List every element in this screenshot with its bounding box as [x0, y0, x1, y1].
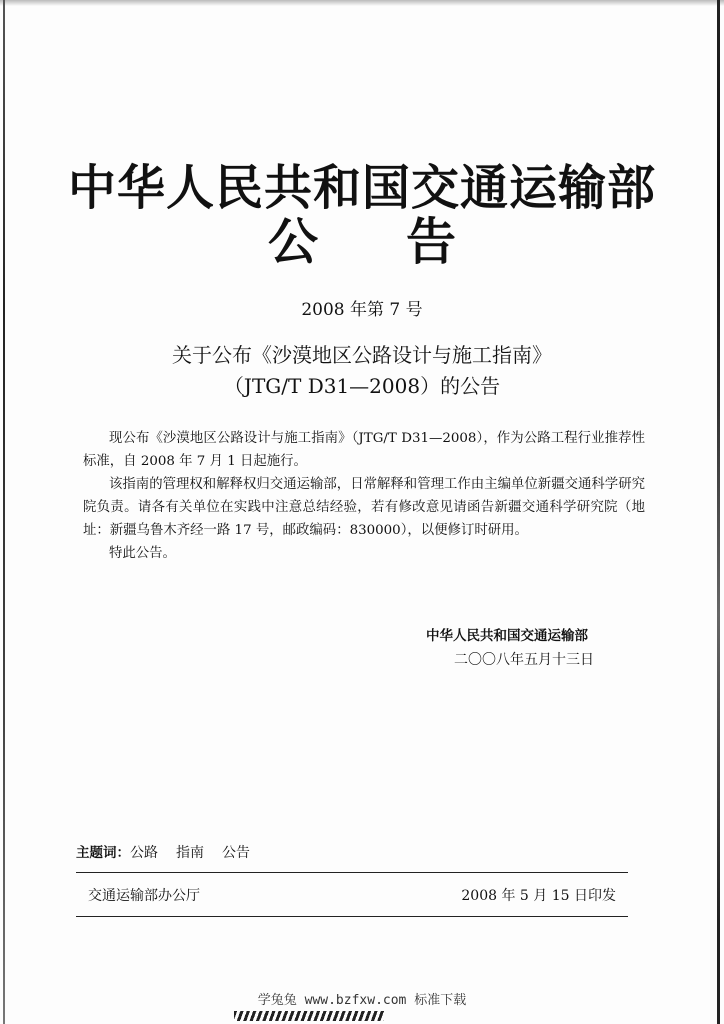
footer-rule-top — [76, 872, 628, 873]
body-paragraph: 特此公告。 — [109, 546, 176, 561]
signature-date: 二〇〇八年五月十三日 — [454, 652, 594, 668]
issuing-office: 交通运输部办公厅 — [88, 888, 200, 904]
subject-line-1: 关于公布《沙漠地区公路设计与施工指南》 — [172, 343, 552, 367]
signature-organization: 中华人民共和国交通运输部 — [426, 628, 588, 644]
scan-edge-right — [717, 0, 720, 1024]
scan-edge-top — [0, 0, 724, 6]
keywords-label: 主题词： — [76, 845, 130, 861]
ministry-title: 中华人民共和国交通运输部 — [67, 160, 656, 216]
site-watermark: 学兔兔 www.bzfxw.com 标准下载 — [257, 993, 467, 1008]
keywords-line — [76, 842, 268, 864]
document-number: 2008 年第 7 号 — [301, 300, 423, 320]
announcement-title: 公告 — [268, 212, 544, 271]
keyword-item: 指南 — [176, 845, 204, 861]
subject-heading — [0, 340, 724, 402]
announcement-body — [83, 427, 645, 565]
scan-artifact — [234, 1011, 384, 1021]
signature-block — [400, 624, 640, 672]
keyword-item: 公告 — [222, 845, 250, 861]
keyword-item: 公路 — [130, 845, 158, 861]
print-date: 2008 年 5 月 15 日印发 — [461, 888, 616, 904]
scan-edge-left — [3, 0, 5, 1024]
footer-rule-bottom — [76, 916, 628, 917]
body-paragraph: 该指南的管理权和解释权归交通运输部，日常解释和管理工作由主编单位新疆交通科学研究院负责。请各有关单位在实践中注意总结经验，若有修改意见请函告新疆交通科学研究院（地址：新疆乌鲁木齐经一路 17 号，邮政编码：830000），以便修订时研用。 — [83, 477, 645, 538]
body-paragraph: 现公布《沙漠地区公路设计与施工指南》（JTG/T D31—2008），作为公路工程行业推荐性标准，自 2008 年 7 月 1 日起施行。 — [83, 431, 645, 469]
subject-line-2: （JTG/T D31—2008）的公告 — [223, 374, 501, 398]
